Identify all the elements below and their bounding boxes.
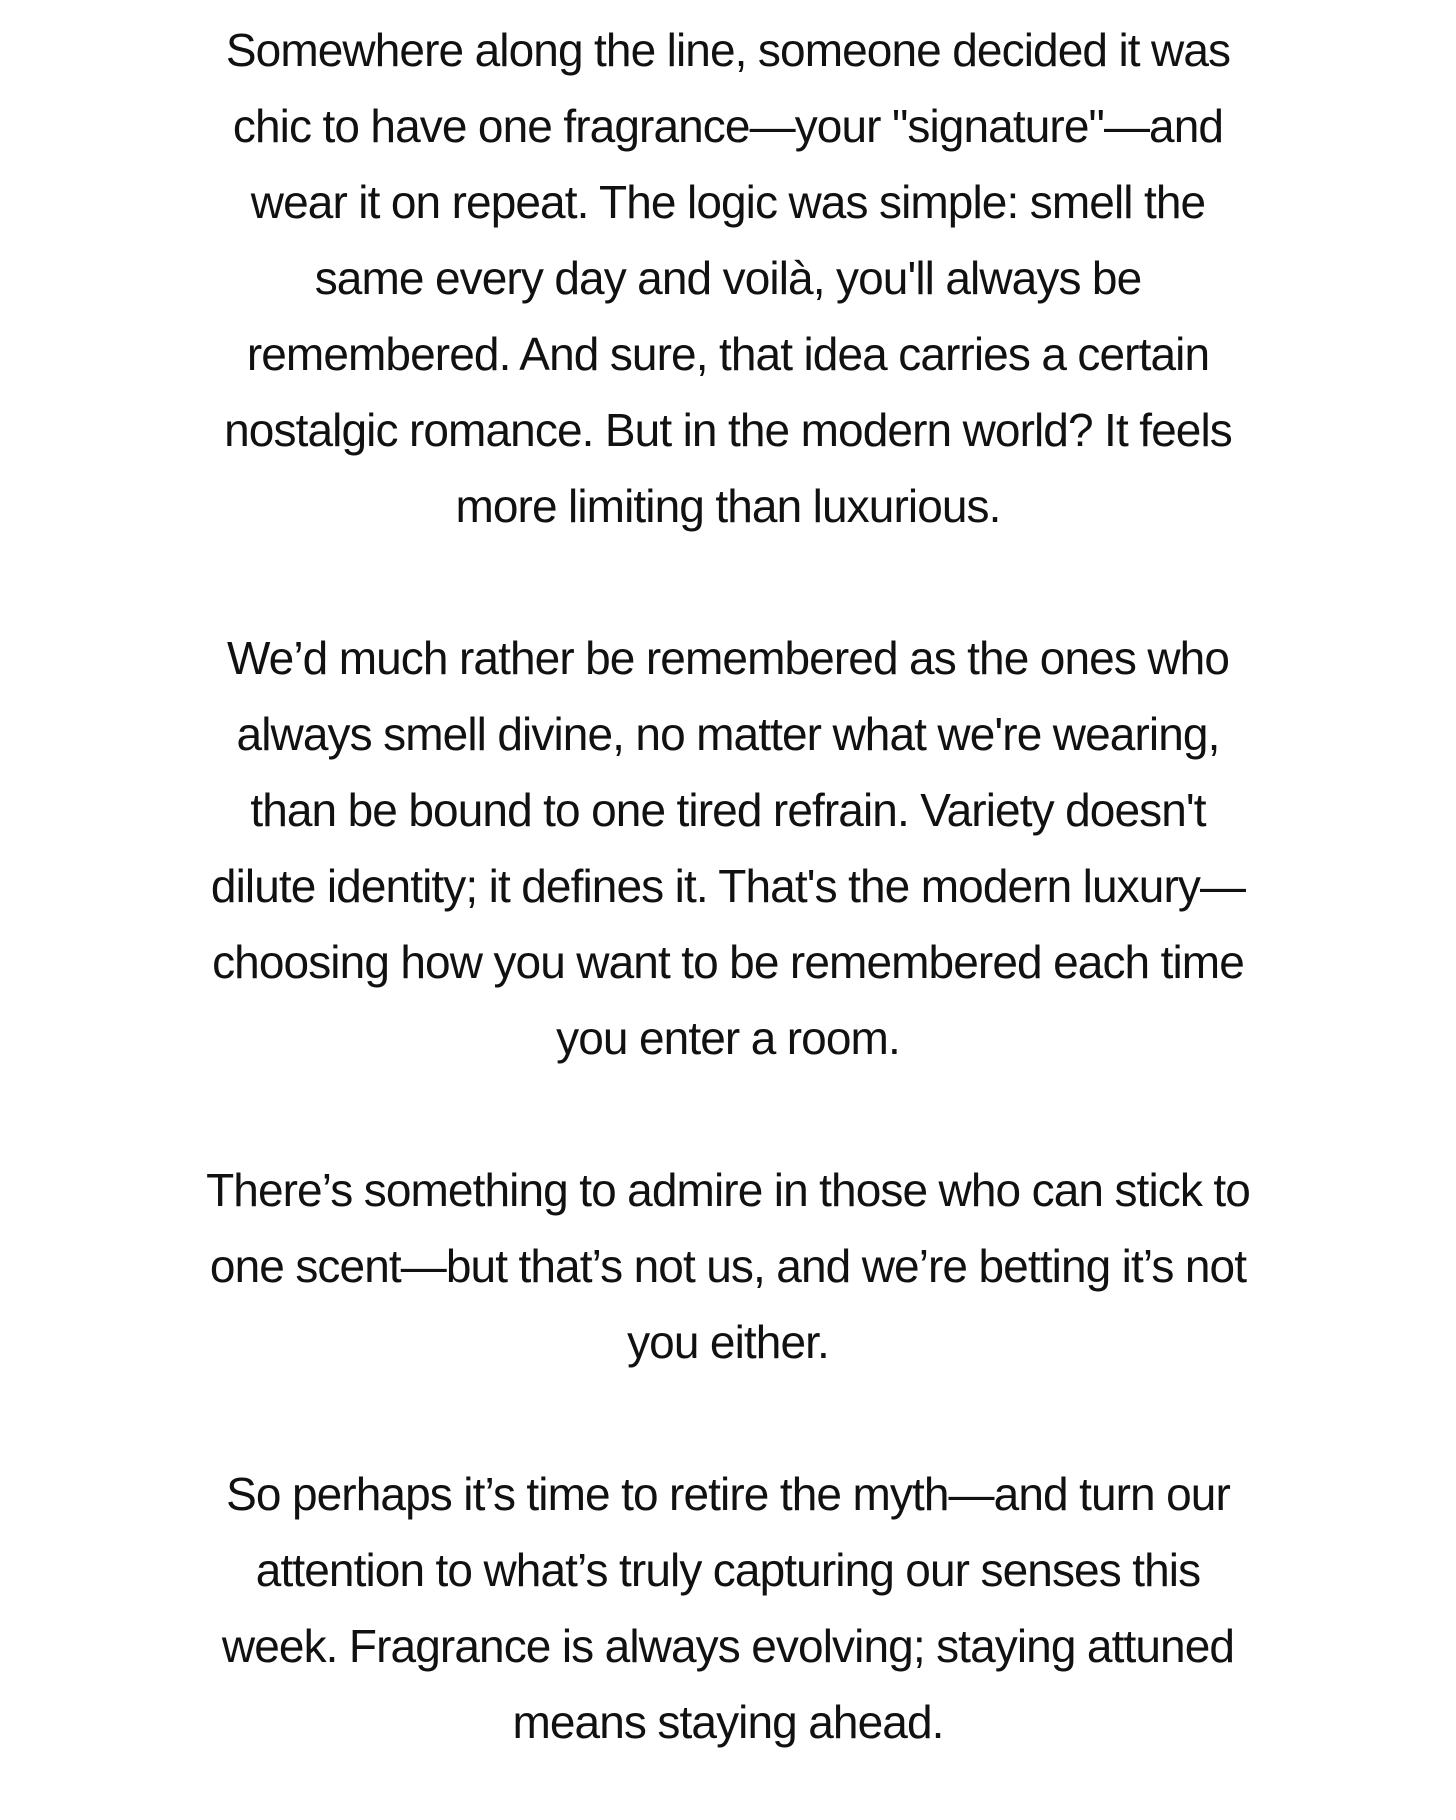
paragraph-remembered-divine: We’d much rather be remembered as the ones who always smell divine, no matter what we're wearing, than be bound to one tired refrain. Variety doesn't dilute identity; it defines it. That's the modern luxury—choosing how you want to be remembered each time you enter a room. bbox=[210, 632, 1246, 1064]
paragraph-one-scent: There’s something to admire in those who can stick to one scent—but that’s not us, and we’re betting it’s not you either. bbox=[206, 1164, 1250, 1368]
paragraph-retire-myth: So perhaps it’s time to retire the myth—and turn our attention to what’s truly capturing our senses this week. Fragrance is always evolving; staying attuned means staying ahead. bbox=[221, 1468, 1235, 1748]
paragraph-signature-myth: Somewhere along the line, someone decided it was chic to have one fragrance—your "signature"—and wear it on repeat. The logic was simple: smell the same every day and voilà, you'll always be remembered. And sure, that idea carries a certain nostalgic romance. But in the modern world? It feels more limiting than luxurious. bbox=[224, 24, 1232, 532]
